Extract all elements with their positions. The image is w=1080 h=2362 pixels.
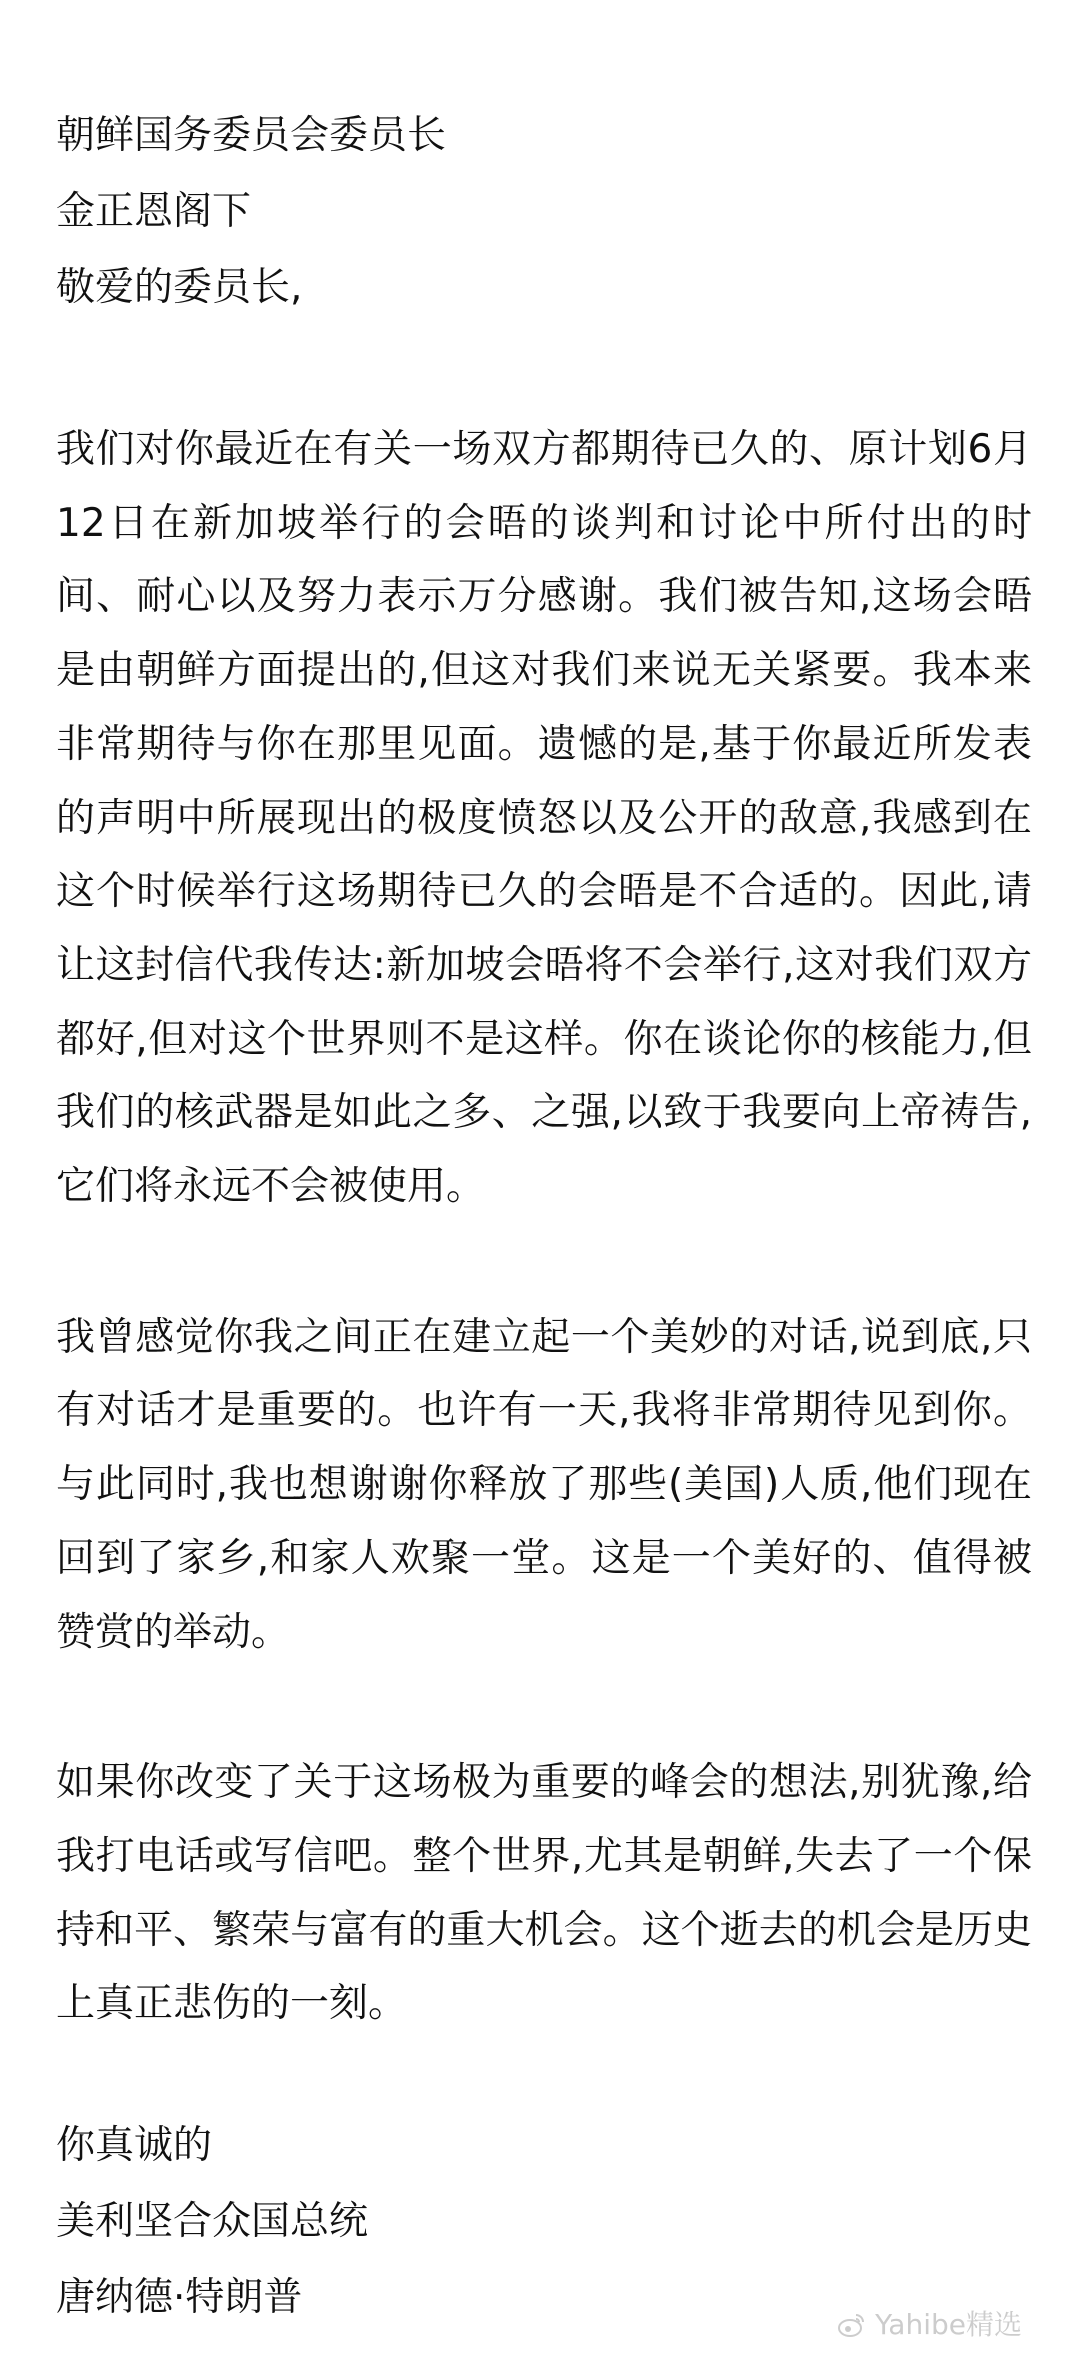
paragraph-gap	[56, 2041, 1032, 2118]
signer-name: 唐纳德·特朗普	[56, 2275, 303, 2321]
paragraph-gap	[56, 336, 1032, 413]
paragraph-3: 如果你改变了关于这场极为重要的峰会的想法,别犹豫,给我打电话或写信吧。整个世界,尤其是朝鲜,失去了一个保持和平、繁荣与富有的重大机会。这个逝去的机会是历史上真正悲伤的一刻。	[56, 1760, 1032, 2027]
paragraph-2: 我曾感觉你我之间正在建立起一个美妙的对话,说到底,只有对话才是重要的。也许有一天,我将非常期待见到你。与此同时,我也想谢谢你释放了那些(美国)人质,他们现在回到了家乡,和家人欢聚一堂。这是一个美好的、值得被赞赏的举动。	[56, 1314, 1032, 1655]
watermark-text: Yahibe精选	[875, 2308, 1022, 2341]
watermark	[837, 2308, 1022, 2342]
greeting: 敬爱的委员长,	[56, 265, 303, 310]
closing: 你真诚的	[56, 2123, 213, 2169]
paragraph-gap	[56, 1224, 1032, 1301]
paragraph-1: 我们对你最近在有关一场双方都期待已久的、原计划6月12日在新加坡举行的会晤的谈判和讨论中所付出的时间、耐心以及努力表示万分感谢。我们被告知,这场会晤是由朝鲜方面提出的,但这对我们来说无关紧要。我本来非常期待与你在那里见面。遗憾的是,基于你最近所发表的声明中所展现出的极度愤怒以及公开的敌意,我感到在这个时候举行这场期待已久的会晤是不合适的。因此,请让这封信代我传达:新加坡会晤将不会举行,这对我们双方都好,但对这个世界则不是这样。你在谈论你的核能力,但我们的核武器是如此之多、之强,以致于我要向上帝祷告,它们将永远不会被使用。	[56, 427, 1032, 1210]
signer-title: 美利坚合众国总统	[56, 2199, 369, 2245]
recipient-title: 朝鲜国务委员会委员长	[56, 113, 447, 158]
paragraph-gap	[56, 1669, 1032, 1746]
letter	[56, 108, 1032, 2346]
weibo-icon	[837, 2310, 867, 2340]
recipient-name: 金正恩阁下	[56, 189, 252, 234]
